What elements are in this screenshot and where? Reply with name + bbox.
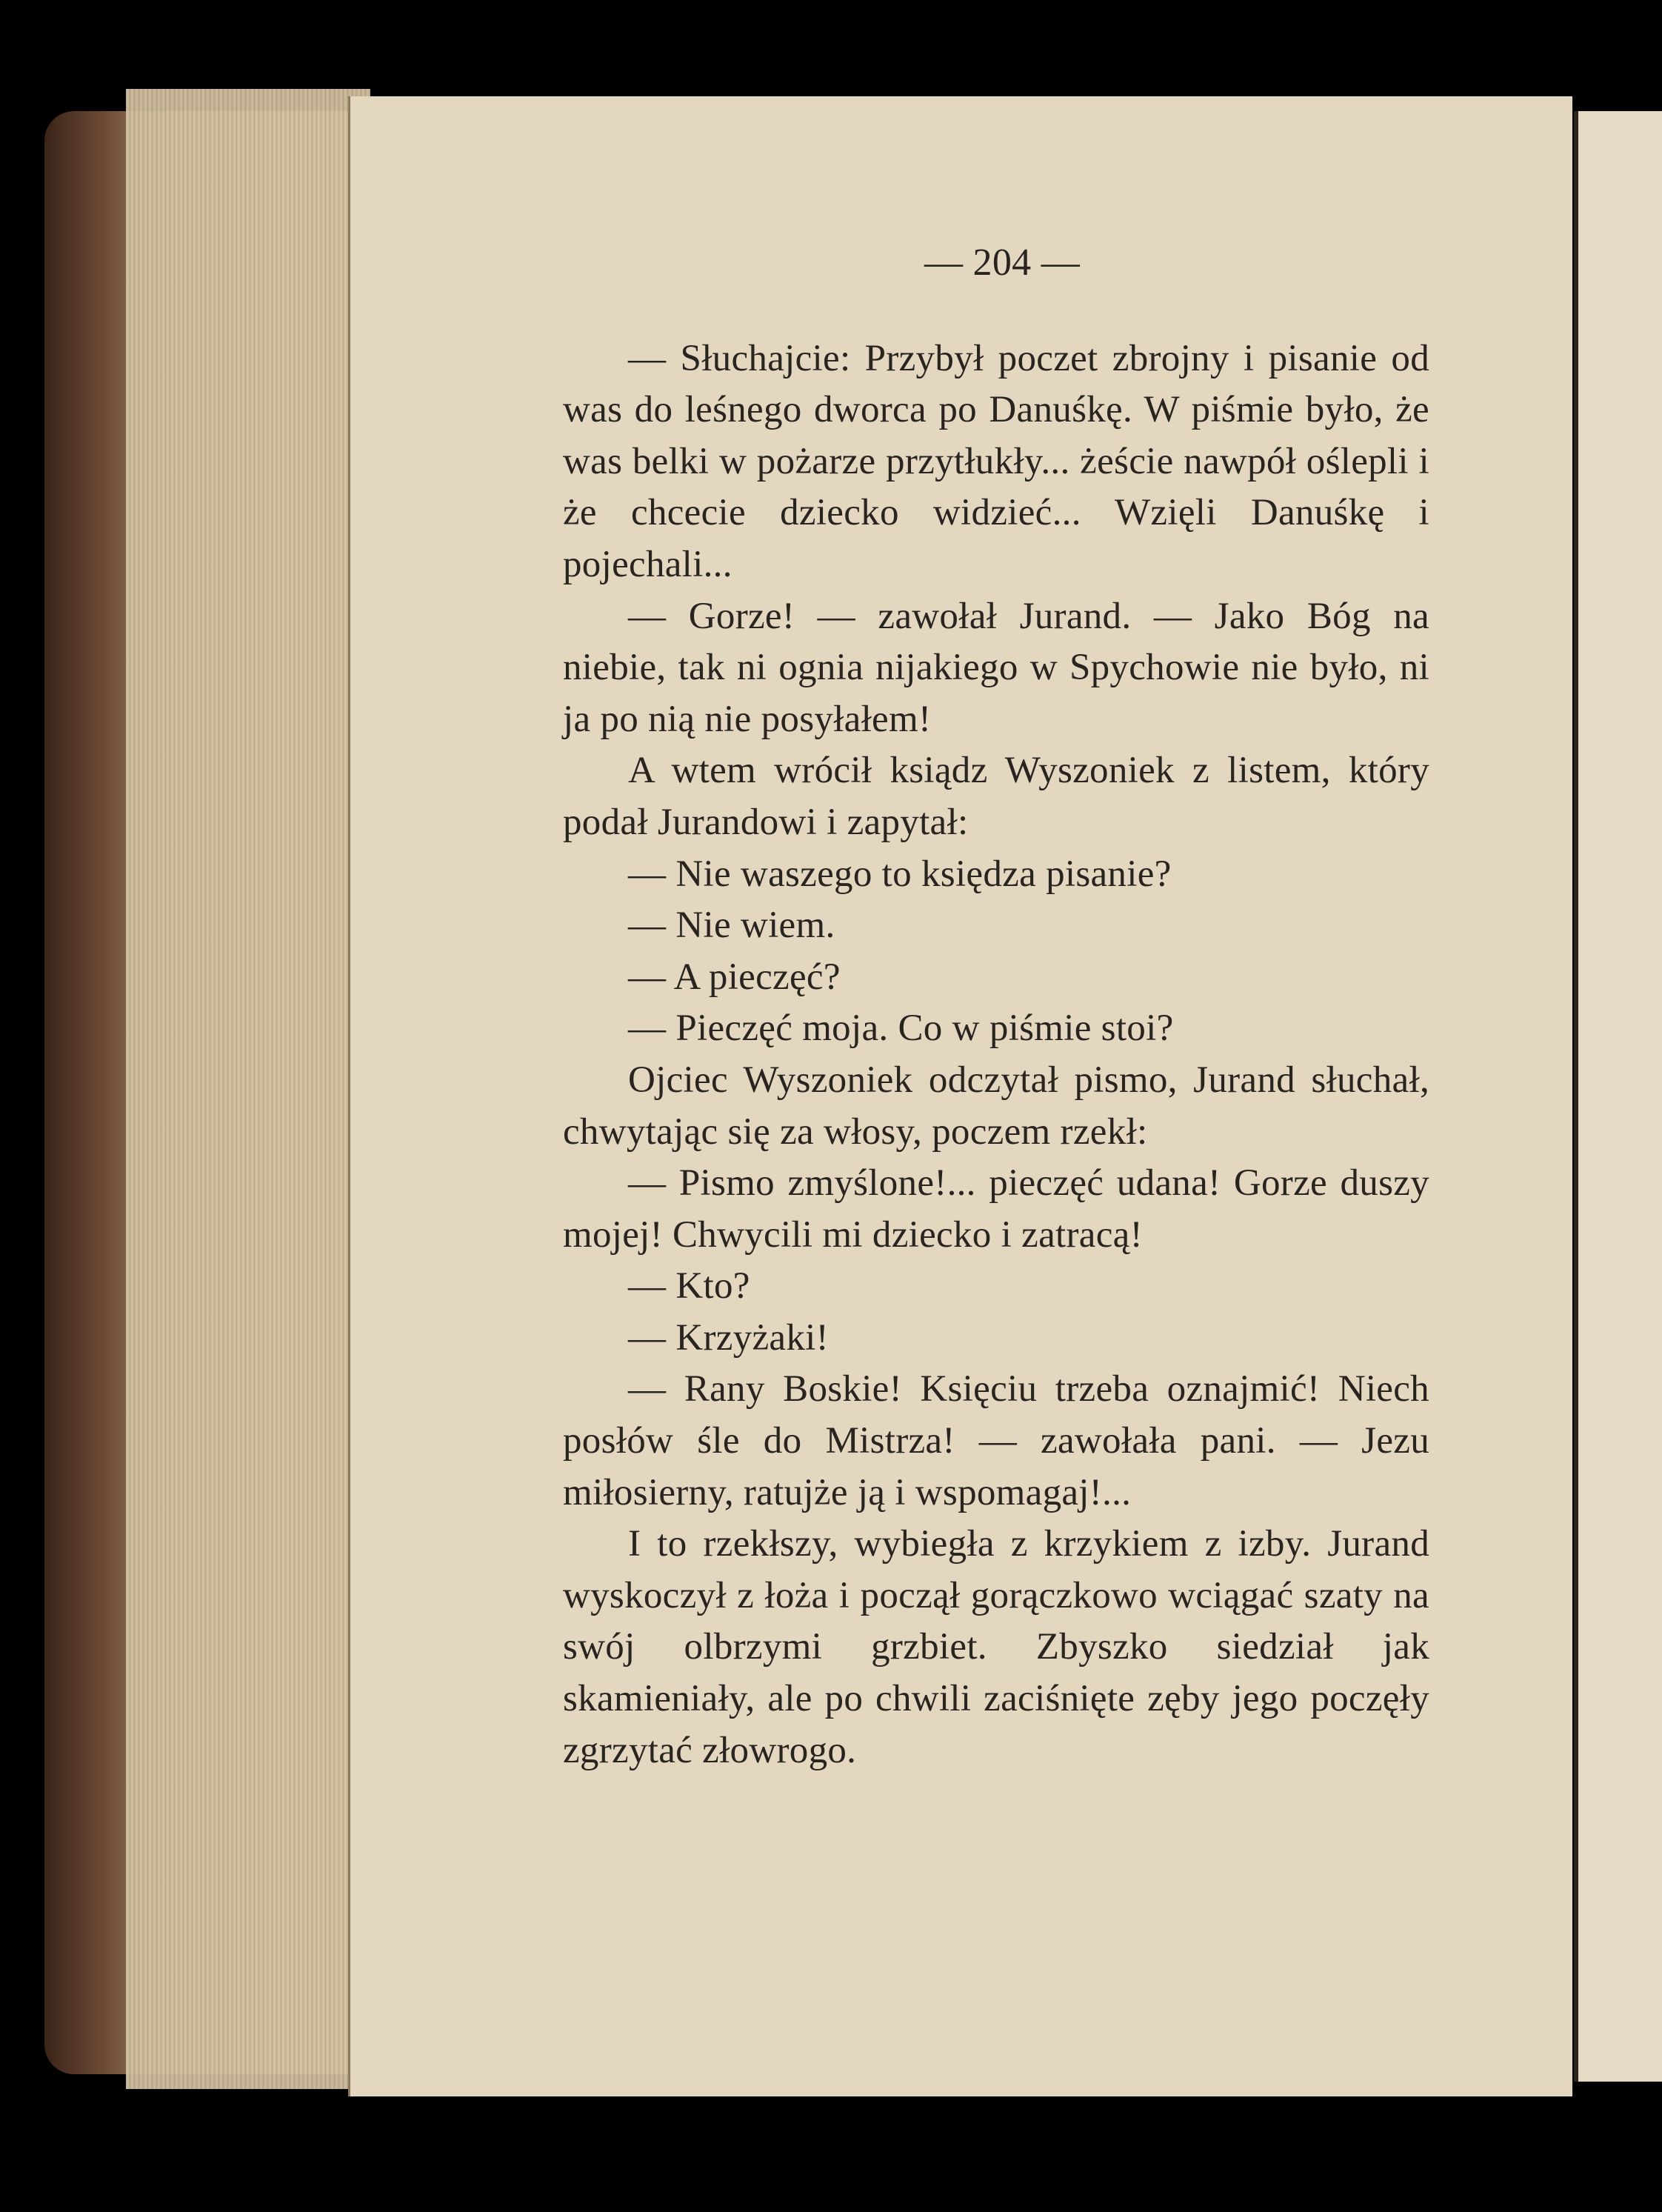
paragraph: — Rany Boskie! Księciu trzeba oznajmić! Niech posłów śle do Mistrza! — zawołała pani. — Jezu miłosierny, ratujże ją i wspomagaj!... bbox=[563, 1368, 1429, 1513]
paragraph: A wtem wrócił ksiądz Wyszoniek z listem, który podał Jurandowi i zapytał: bbox=[563, 750, 1429, 843]
page-stack bbox=[126, 89, 370, 2089]
paragraph: — Gorze! — zawołał Jurand. — Jako Bóg na niebie, tak ni ognia nijakiego w Spychowie nie było, ni ja po nią nie posyłałem! bbox=[563, 595, 1429, 740]
paragraph: — A pieczęć? bbox=[628, 956, 841, 998]
paragraph: — Krzyżaki! bbox=[628, 1316, 829, 1359]
next-page-edge bbox=[1574, 111, 1662, 2082]
page-text bbox=[563, 237, 1429, 1776]
paragraph: I to rzekłszy, wybiegła z krzykiem z izby. Jurand wyskoczył z łoża i począł gorączkowo wciągać szaty na swój olbrzymi grzbiet. Zbyszko siedział jak skamieniały, ale po chwili zaciśnięte zęby jego poczęły zgrzytać złowrogo. bbox=[563, 1523, 1429, 1771]
paragraph: — Słuchajcie: Przybył poczet zbrojny i pisanie od was do leśnego dworca po Danuśkę. W piśmie było, że was belki w pożarze przytłukły... żeście nawpół oślepli i że chcecie dziecko widzieć... Wzięli Danuśkę i pojechali... bbox=[563, 337, 1429, 585]
paragraph: — Pieczęć moja. Co w piśmie stoi? bbox=[628, 1007, 1174, 1050]
page-number: — 204 — bbox=[924, 241, 1081, 284]
paragraph: — Kto? bbox=[628, 1265, 750, 1307]
paragraph: — Nie waszego to księdza pisanie? bbox=[628, 853, 1172, 895]
paragraph: — Pismo zmyślone!... pieczęć udana! Gorze duszy mojej! Chwycili mi dziecko i zatracą! bbox=[563, 1162, 1429, 1256]
paragraph: Ojciec Wyszoniek odczytał pismo, Jurand słuchał, chwytając się za włosy, poczem rzekł: bbox=[563, 1059, 1429, 1153]
paragraph: — Nie wiem. bbox=[628, 905, 835, 947]
